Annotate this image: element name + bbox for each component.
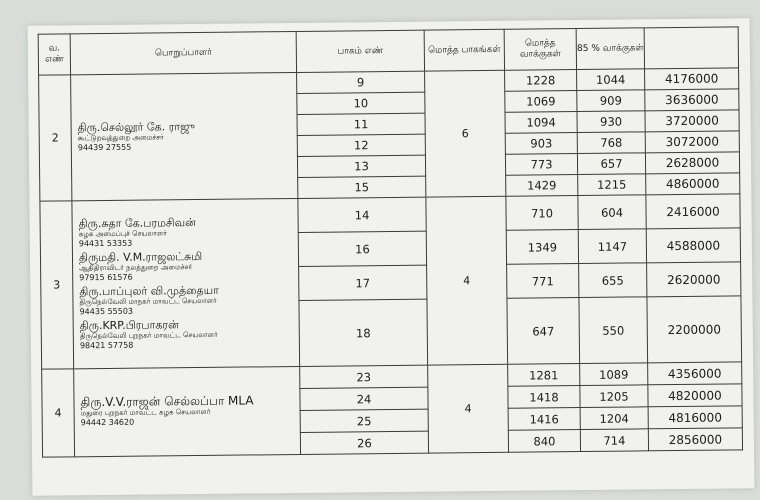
candidate-name: திரு.V.V.ராஜன் செல்லப்பா MLA xyxy=(80,392,254,409)
candidate-phone: 94439 27555 xyxy=(77,142,132,152)
candidate-post: திருநெல்வேலி மாநகர் மாவட்ட செயலாளர் xyxy=(79,296,217,306)
candidate-post: திருநெல்வேலி புறநகர் மாவட்ட செயலாளர் xyxy=(79,330,218,340)
booth-number: 9 xyxy=(297,71,425,93)
candidate-post: கழக அமைப்புச் செயலாளர் xyxy=(78,228,167,238)
booth-number: 26 xyxy=(300,431,428,454)
header-booth-no: பாகம் எண் xyxy=(296,30,424,72)
amount: 4816000 xyxy=(648,406,742,429)
booth-number: 24 xyxy=(300,387,428,410)
header-serial: வ. எண் xyxy=(38,34,70,75)
candidate-name: திரு.KRP.பிரபாகரன் xyxy=(79,317,179,332)
booth-number: 10 xyxy=(297,92,425,114)
booth-number: 16 xyxy=(298,231,426,266)
pct-votes: 550 xyxy=(579,297,648,364)
amount: 3720000 xyxy=(645,110,739,132)
total-votes: 647 xyxy=(507,298,580,365)
group-total-booths: 4 xyxy=(426,196,508,365)
pct-votes: 1147 xyxy=(578,229,646,264)
total-votes: 771 xyxy=(507,264,579,299)
candidate-name: திரு.பாப்புலர் வி.முத்தையா xyxy=(79,283,219,298)
total-votes: 1429 xyxy=(506,175,578,197)
group-serial: 2 xyxy=(39,75,72,201)
pct-votes: 657 xyxy=(577,153,645,175)
amount: 4860000 xyxy=(646,173,740,195)
booth-number: 17 xyxy=(299,265,427,300)
header-total-booths: மொத்த பாகங்கள் xyxy=(424,29,504,71)
pct-votes: 655 xyxy=(579,263,647,298)
booth-number: 15 xyxy=(298,176,426,198)
group-serial: 3 xyxy=(40,201,74,369)
pct-votes: 1204 xyxy=(580,407,648,430)
amount: 2416000 xyxy=(646,194,740,229)
candidate-name: திரு.சுதா கே.பரமசிவன் xyxy=(78,215,196,230)
document-sheet xyxy=(28,18,755,496)
booth-number: 23 xyxy=(300,365,428,388)
pct-votes: 1205 xyxy=(580,385,648,408)
header-amount xyxy=(644,27,738,69)
booth-number: 25 xyxy=(300,409,428,432)
candidate-name: திரு.செல்லூர் கே. ராஜு xyxy=(77,119,196,134)
candidate-phone: 97915 61576 xyxy=(79,272,133,282)
total-votes: 1069 xyxy=(505,91,577,113)
booth-number: 13 xyxy=(297,155,425,177)
amount: 3636000 xyxy=(645,89,739,111)
total-votes: 1416 xyxy=(508,408,580,431)
candidate-phone: 94442 34620 xyxy=(80,417,135,427)
pct-votes: 1044 xyxy=(577,69,645,91)
booth-number: 14 xyxy=(298,197,426,232)
candidate-phone: 94431 53353 xyxy=(78,238,133,248)
group-total-booths: 6 xyxy=(425,70,506,197)
pct-votes: 909 xyxy=(577,90,645,112)
amount: 4588000 xyxy=(646,228,740,263)
amount: 3072000 xyxy=(645,131,739,153)
amount: 4176000 xyxy=(645,68,739,90)
amount: 2620000 xyxy=(647,262,741,297)
amount: 2200000 xyxy=(647,296,742,363)
total-votes: 903 xyxy=(505,133,577,155)
pct-votes: 604 xyxy=(578,195,646,230)
amount: 2856000 xyxy=(648,428,742,451)
pct-votes: 768 xyxy=(577,132,645,154)
header-incharge: பொறுப்பாளர் xyxy=(70,31,296,74)
booth-number: 18 xyxy=(299,299,428,366)
candidate-post: மதுரை புறநகர் மாவட்ட கழக செயலாளர் xyxy=(80,407,211,417)
candidate-cell xyxy=(72,198,300,368)
header-total-votes: மொத்த வாக்குகள் xyxy=(504,29,576,71)
total-votes: 840 xyxy=(508,430,580,453)
total-votes: 1228 xyxy=(505,70,577,92)
amount: 4356000 xyxy=(648,362,742,385)
candidate-post: ஆதிதிராவிடர் நலத்துறை அமைச்சர் xyxy=(79,262,193,272)
candidate-cell xyxy=(71,72,298,200)
total-votes: 1094 xyxy=(505,112,577,134)
pct-votes: 930 xyxy=(577,111,645,133)
candidate-post: கூட்டுறவுத்துறை அமைச்சர் xyxy=(77,132,164,142)
total-votes: 773 xyxy=(505,154,577,176)
booth-allocation-table xyxy=(38,26,743,457)
total-votes: 1349 xyxy=(506,230,578,265)
header-pct-votes: 85 % வாக்குகள் xyxy=(576,28,644,70)
candidate-phone: 94435 55503 xyxy=(79,306,134,316)
candidate-cell xyxy=(74,366,301,456)
pct-votes: 1215 xyxy=(578,174,646,196)
amount: 4820000 xyxy=(648,384,742,407)
total-votes: 1418 xyxy=(508,386,580,409)
header-row xyxy=(38,27,738,75)
pct-votes: 714 xyxy=(580,429,648,452)
group-total-booths: 4 xyxy=(428,364,509,453)
total-votes: 1281 xyxy=(508,364,580,387)
booth-number: 11 xyxy=(297,113,425,135)
total-votes: 710 xyxy=(506,196,578,231)
pct-votes: 1089 xyxy=(580,363,648,386)
booth-number: 12 xyxy=(297,134,425,156)
candidate-name: திருமதி. V.M.ராஜலட்சுமி xyxy=(78,249,203,264)
candidate-phone: 98421 57758 xyxy=(79,340,134,350)
amount: 2628000 xyxy=(645,152,739,174)
group-serial: 4 xyxy=(42,369,75,457)
